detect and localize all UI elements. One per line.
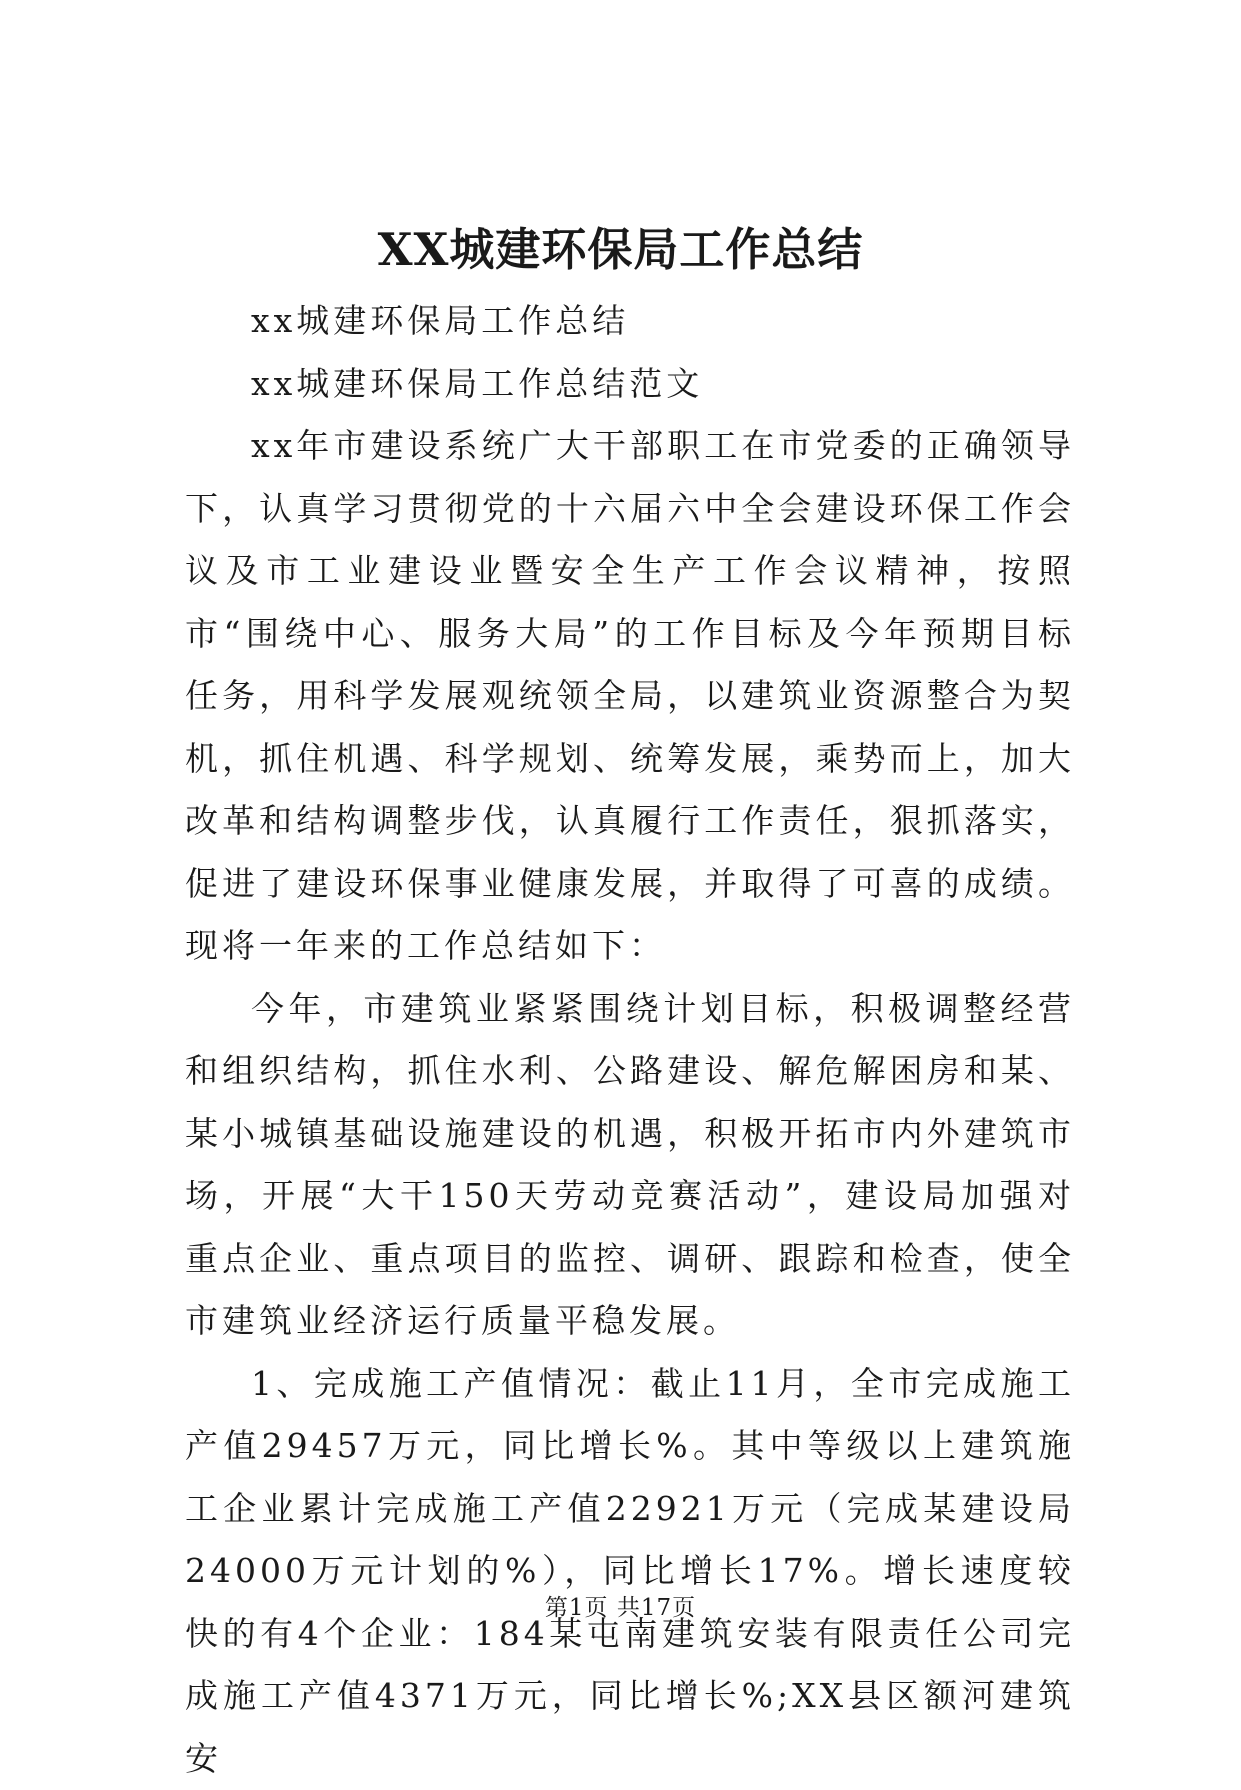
document-title: XX城建环保局工作总结: [0, 222, 1241, 278]
paragraph-subtitle: xx城建环保局工作总结: [185, 290, 1075, 353]
page-footer: 第1页 共17页: [0, 1593, 1241, 1623]
paragraph-construction-overview: 今年，市建筑业紧紧围绕计划目标，积极调整经营和组织结构，抓住水利、公路建设、解危解困房和某、某小城镇基础设施建设的机遇，积极开拓市内外建筑市场，开展“大干150天劳动竞赛活动”，建设局加强对重点企业、重点项目的监控、调研、跟踪和检查，使全市建筑业经济运行质量平稳发展。: [185, 978, 1075, 1353]
paragraph-subtitle-sample: xx城建环保局工作总结范文: [185, 353, 1075, 416]
paragraph-intro: xx年市建设系统广大干部职工在市党委的正确领导下，认真学习贯彻党的十六届六中全会建设环保工作会议及市工业建设业暨安全生产工作会议精神，按照市“围绕中心、服务大局”的工作目标及今年预期目标任务，用科学发展观统领全局，以建筑业资源整合为契机，抓住机遇、科学规划、统筹发展，乘势而上，加大改革和结构调整步伐，认真履行工作责任，狠抓落实，促进了建设环保事业健康发展，并取得了可喜的成绩。现将一年来的工作总结如下：: [185, 415, 1075, 978]
paragraph-output-value: 1、完成施工产值情况：截止11月，全市完成施工产值29457万元，同比增长%。其中等级以上建筑施工企业累计完成施工产值22921万元（完成某建设局24000万元计划的%），同比增长17%。增长速度较快的有4个企业：184某屯南建筑安装有限责任公司完成施工产值4371万元，同比增长%;XX县区额河建筑安: [185, 1353, 1075, 1790]
document-body: [185, 290, 1075, 1790]
